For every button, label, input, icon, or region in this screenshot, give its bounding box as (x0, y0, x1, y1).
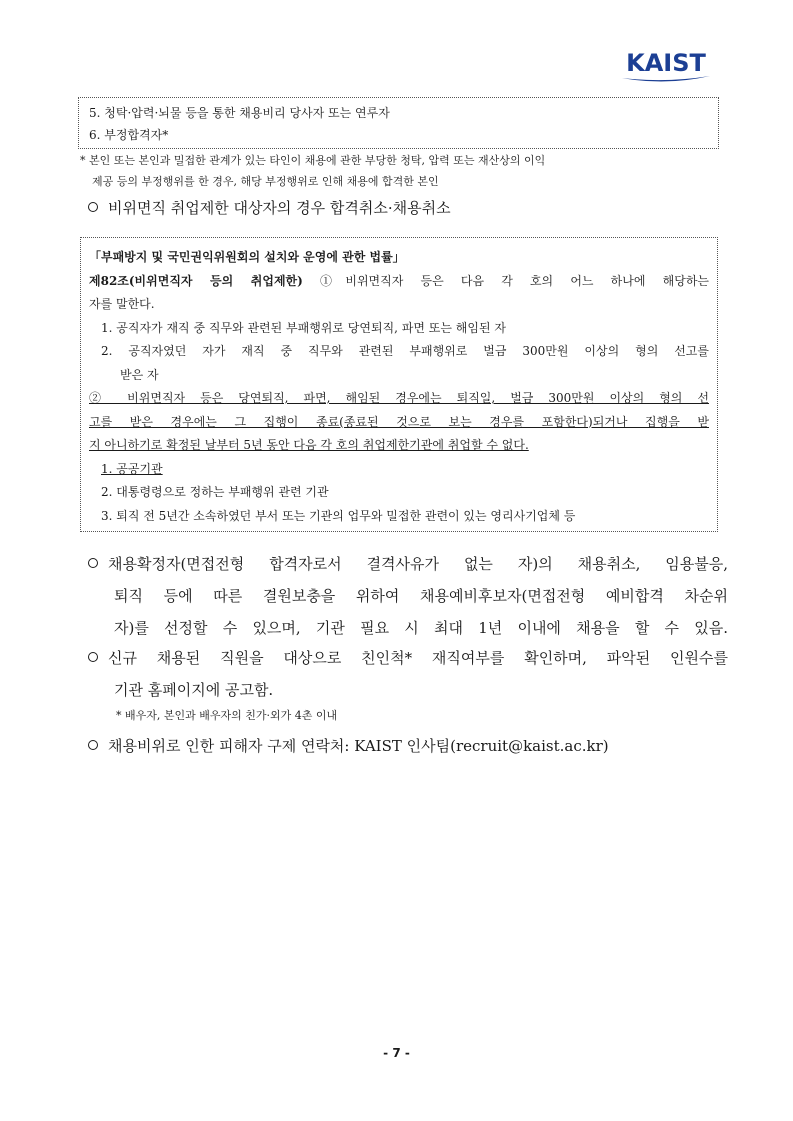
circle-bullet-icon (88, 202, 98, 212)
bullet-text: 채용확정자(면접전형 합격자로서 결격사유가 없는 자)의 채용취소, 임용불응, (108, 555, 728, 573)
bullet-text: 비위면직 취업제한 대상자의 경우 합격취소·채용취소 (108, 199, 451, 217)
law-item: 2. 공직자였던 자가 재직 중 직무와 관련된 부패행위로 벌금 300만원 이상의 형의 선고를 (101, 344, 709, 358)
circle-bullet-icon (88, 652, 98, 662)
law-subitem: 1. 공공기관 (101, 461, 163, 476)
law-paragraph: 지 아니하기로 확정된 날부터 5년 동안 다음 각 호의 취업제한기관에 취업할 수 없다. (89, 438, 529, 452)
law-item-cont: 받은 자 (120, 367, 159, 382)
bullet-contact (88, 730, 728, 762)
bullet-line (88, 642, 728, 674)
law-excerpt-box (80, 237, 718, 532)
list-item: 6. 부정합격자* (89, 128, 169, 142)
footnote-line: * 본인 또는 본인과 밀접한 관계가 있는 타인이 채용에 관한 부당한 청탁, 압력 또는 재산상의 이익 (80, 154, 546, 167)
footnote-line: 제공 등의 부정행위를 한 경우, 해당 부정행위로 인해 채용에 합격한 본인 (92, 175, 439, 188)
bullet-line: 기관 홈페이지에 공고함. (114, 681, 274, 699)
footnote-fraud-definition (80, 150, 720, 192)
article-line: 자를 말한다. (89, 297, 155, 311)
law-paragraph: ② 비위면직자 등은 당연퇴직, 파면, 해임된 경우에는 퇴직일, 벌금 300만원 이상의 형의 선 (89, 391, 709, 405)
law-paragraph: 고를 받은 경우에는 그 집행이 종료(종료된 것으로 보는 경우를 포함한다)되거나 집행을 받 (89, 414, 709, 429)
bullet-text: 신규 채용된 직원을 대상으로 친인척* 재직여부를 확인하며, 파악된 인원수를 (108, 649, 728, 667)
article-heading: 제82조(비위면직자 등의 취업제한) (89, 273, 303, 288)
bullet-relatives-check (88, 642, 728, 706)
page-number: - 7 - (383, 1046, 410, 1060)
bullet-line: 퇴직 등에 따른 결원보충을 위하여 채용예비후보자(면접전형 예비합격 차순위 (114, 587, 728, 605)
article-line (89, 270, 709, 294)
logo-swoosh-icon (620, 72, 712, 86)
circle-bullet-icon (88, 740, 98, 750)
list-item: 5. 청탁·압력·뇌물 등을 통한 채용비리 당사자 또는 연루자 (89, 106, 390, 120)
bullet-line (88, 548, 728, 580)
kaist-logo (620, 50, 712, 86)
law-subitem: 2. 대통령령으로 정하는 부패행위 관련 기관 (101, 485, 329, 499)
logo-text: KAIST (626, 49, 706, 77)
disqualification-list-box (78, 97, 719, 149)
footnote-relatives-definition: * 배우자, 본인과 배우자의 친가·외가 4촌 이내 (116, 709, 338, 722)
bullet-line: 자)를 선정할 수 있으며, 기관 필요 시 최대 1년 이내에 채용을 할 수 있음. (114, 619, 728, 637)
circle-bullet-icon (88, 558, 98, 568)
law-title: 「부패방지 및 국민권익위원회의 설치와 운영에 관한 법률」 (89, 250, 405, 264)
law-item: 1. 공직자가 재직 중 직무와 관련된 부패행위로 당연퇴직, 파면 또는 해임된 자 (101, 320, 506, 335)
bullet-text: 채용비위로 인한 피해자 구제 연락처: KAIST 인사팀(recruit@kaist.ac.kr) (108, 737, 609, 755)
bullet-reserve-candidates (88, 548, 728, 644)
bullet-employment-restriction (88, 192, 728, 224)
article-text: ①비위면직자 등은 다음 각 호의 어느 하나에 해당하는 (302, 273, 709, 288)
law-subitem: 3. 퇴직 전 5년간 소속하였던 부서 또는 기관의 업무와 밀접한 관련이 있는 영리사기업체 등 (101, 508, 576, 523)
